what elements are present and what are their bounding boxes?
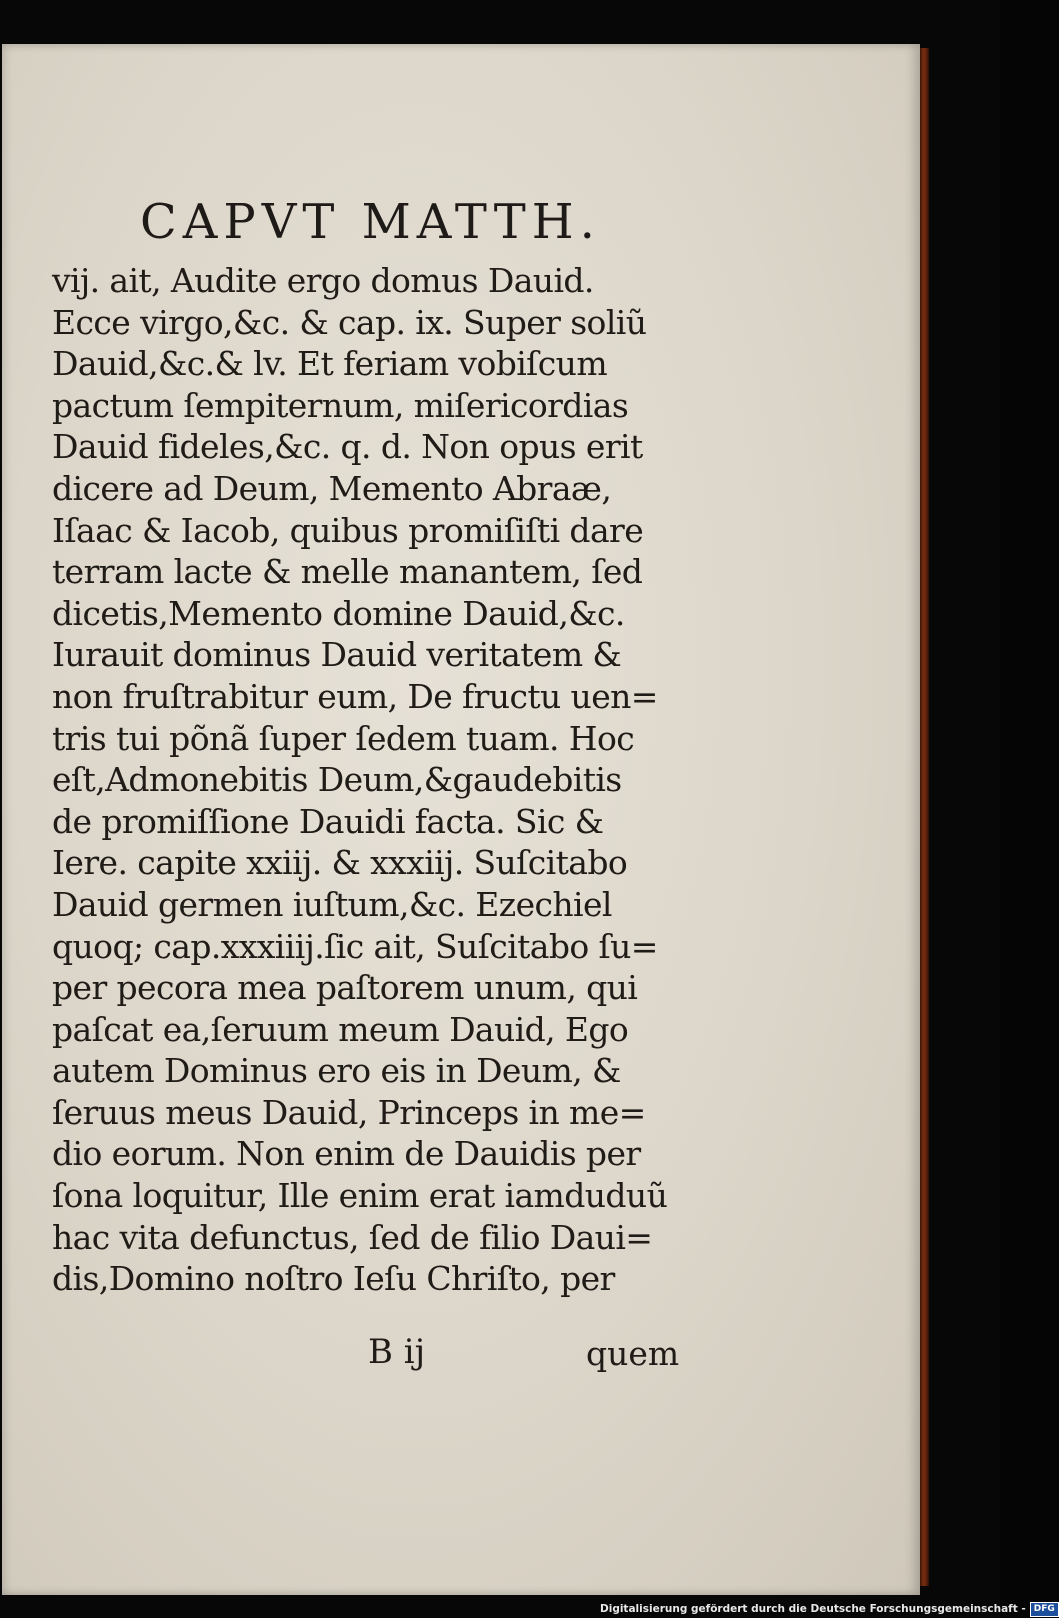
body-text: [52, 260, 712, 1300]
text-line: Iurauit dominus Dauid veritatem &: [52, 635, 622, 675]
text-line: dio eorum. Non enim de Dauidis per: [52, 1134, 641, 1174]
text-line: de promiſſione Dauidi facta. Sic &: [52, 801, 604, 841]
text-line: dis,Domino noſtro Ieſu Chriſto, per: [52, 1259, 615, 1299]
text-line: Dauid fideles,&c. q. d. Non opus erit: [52, 427, 643, 467]
text-line: ſeruus meus Dauid, Princeps in me=: [52, 1092, 646, 1132]
text-line: Dauid germen iuſtum,&c. Ezechiel: [52, 884, 612, 924]
text-line: dicere ad Deum, Memento Abraæ,: [52, 468, 612, 508]
signature-mark: B ij: [368, 1332, 426, 1372]
running-header: CAPVT MATTH.: [140, 194, 601, 250]
text-line: Iere. capite xxiij. & xxxiij. Suſcitabo: [52, 843, 628, 883]
text-line: terram lacte & melle manantem, ſed: [52, 552, 643, 592]
digitization-credit: [600, 1600, 1059, 1618]
catchword: quem: [586, 1334, 680, 1373]
text-line: tris tui põnã ſuper ſedem tuam. Hoc: [52, 718, 635, 758]
page-edge: [920, 48, 929, 1586]
text-line: Ecce virgo,&c. & cap. ix. Super soliũ: [52, 302, 647, 342]
text-line: ſona loquitur, Ille enim erat iamduduũ: [52, 1176, 668, 1216]
book-page: [2, 44, 920, 1595]
text-line: Iſaac & Iacob, quibus promiſiſti dare: [52, 510, 644, 550]
text-line: non fruſtrabitur eum, De fructu uen=: [52, 676, 658, 716]
text-line: Dauid,&c.& lv. Et feriam vobiſcum: [52, 344, 608, 384]
text-line: autem Dominus ero eis in Deum, &: [52, 1051, 621, 1091]
text-line: dicetis,Memento domine Dauid,&c.: [52, 593, 625, 633]
text-line: eſt,Admonebitis Deum,&gaudebitis: [52, 760, 622, 800]
text-line: vij. ait, Audite ergo domus Dauid.: [52, 261, 594, 300]
text-line: per pecora mea paſtorem unum, qui: [52, 968, 638, 1008]
text-line: pactum ſempiternum, miſericordias: [52, 385, 629, 425]
text-line: quoq; cap.xxxiiij.ſic ait, Suſcitabo ſu=: [52, 926, 658, 966]
text-line: paſcat ea,ſeruum meum Dauid, Ego: [52, 1009, 629, 1049]
text-line: hac vita defunctus, ſed de filio Daui=: [52, 1217, 653, 1257]
credit-text: Digitalisierung gefördert durch die Deutsche Forschungsgemeinschaft -: [600, 1603, 1026, 1615]
dfg-logo-icon: DFG: [1030, 1602, 1059, 1617]
